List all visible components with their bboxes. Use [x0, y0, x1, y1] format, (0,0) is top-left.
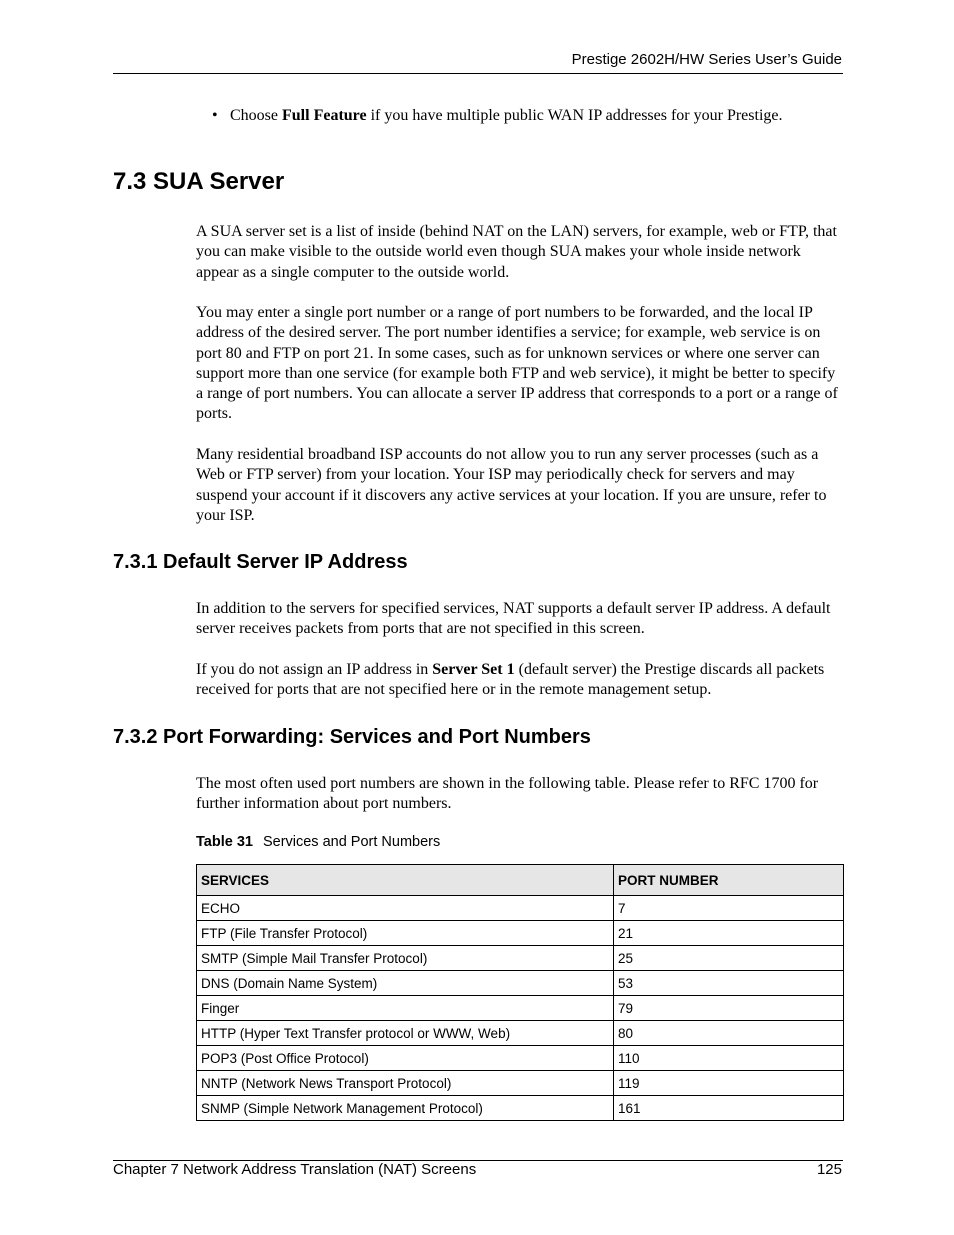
header-port-number: PORT NUMBER [614, 865, 844, 896]
header-services: SERVICES [197, 865, 614, 896]
table-header-row [197, 865, 844, 896]
footer-page-number: 125 [816, 1161, 842, 1178]
table-row [197, 996, 844, 1021]
default-server-para-2-post: (default server) the Prestige discards all packets received for ports that are not specified here or in the remote management setup. [196, 661, 825, 699]
service-cell: DNS (Domain Name System) [197, 971, 614, 996]
bullet-text-bold: Full Feature [282, 107, 367, 124]
port-cell: 53 [614, 971, 844, 996]
table-row [197, 1071, 844, 1096]
service-cell: FTP (File Transfer Protocol) [197, 921, 614, 946]
port-cell: 119 [614, 1071, 844, 1096]
table-row [197, 921, 844, 946]
port-cell: 110 [614, 1046, 844, 1071]
header-rule [113, 73, 843, 74]
sua-para-1: A SUA server set is a list of inside (behind NAT on the LAN) servers, for example, web or FTP, that you can make visible to the outside world even though SUA makes your whole inside network appear as a single computer to the outside world. [196, 223, 837, 281]
port-cell: 79 [614, 996, 844, 1021]
port-cell: 80 [614, 1021, 844, 1046]
port-forwarding-para-1: The most often used port numbers are shown in the following table. Please refer to RFC 1700 for further information about port numbers. [196, 775, 819, 813]
section-heading-sua-server: 7.3 SUA Server [113, 168, 285, 195]
service-cell: NNTP (Network News Transport Protocol) [197, 1071, 614, 1096]
service-cell: SMTP (Simple Mail Transfer Protocol) [197, 946, 614, 971]
table-caption-text: Services and Port Numbers [262, 834, 441, 850]
bullet-marker: • [212, 107, 218, 124]
bullet-item [230, 107, 783, 125]
default-server-para-2 [196, 660, 846, 701]
table-caption [196, 834, 440, 850]
default-server-para-2-bold: Server Set 1 [432, 661, 515, 678]
port-cell: 21 [614, 921, 844, 946]
default-server-para-2-pre: If you do not assign an IP address in [196, 661, 433, 678]
bullet-text-pre: Choose [230, 107, 282, 124]
running-header-title: Prestige 2602H/HW Series User’s Guide [571, 51, 842, 68]
footer-chapter-title: Chapter 7 Network Address Translation (NAT) Screens [113, 1161, 477, 1178]
default-server-para-1: In addition to the servers for specified services, NAT supports a default server IP address. A default server receives packets from ports that are not specified in this screen. [196, 600, 831, 638]
bullet-text-post: if you have multiple public WAN IP addresses for your Prestige. [366, 107, 783, 124]
service-cell: ECHO [197, 896, 614, 921]
service-cell: HTTP (Hyper Text Transfer protocol or WWW, Web) [197, 1021, 614, 1046]
service-cell: POP3 (Post Office Protocol) [197, 1046, 614, 1071]
service-cell: Finger [197, 996, 614, 1021]
table-row [197, 1046, 844, 1071]
table-caption-label: Table 31 [196, 834, 253, 850]
table-row [197, 896, 844, 921]
port-cell: 7 [614, 896, 844, 921]
table-row [197, 946, 844, 971]
services-port-table [196, 864, 844, 1121]
table-row [197, 1021, 844, 1046]
section-heading-default-server: 7.3.1 Default Server IP Address [113, 551, 408, 573]
table-row [197, 1096, 844, 1121]
sua-para-2: You may enter a single port number or a range of port numbers to be forwarded, and the local IP address of the desired server. The port number identifies a service; for example, web service is on port 80 and FTP on port 21. In some cases, such as for unknown services or where one server can support more than one service (for example both FTP and web service), it might be better to specify a range of port numbers. You can allocate a server IP address that corresponds to a port or a range of ports. [196, 304, 838, 423]
service-cell: SNMP (Simple Network Management Protocol) [197, 1096, 614, 1121]
section-heading-port-forwarding: 7.3.2 Port Forwarding: Services and Port Numbers [113, 726, 591, 748]
table-row [197, 971, 844, 996]
port-cell: 25 [614, 946, 844, 971]
port-cell: 161 [614, 1096, 844, 1121]
sua-para-3: Many residential broadband ISP accounts do not allow you to run any server processes (such as a Web or FTP server) from your location. Your ISP may periodically check for servers and may suspend your account if it discovers any active services at your location. If you are unsure, refer to your ISP. [196, 446, 827, 524]
